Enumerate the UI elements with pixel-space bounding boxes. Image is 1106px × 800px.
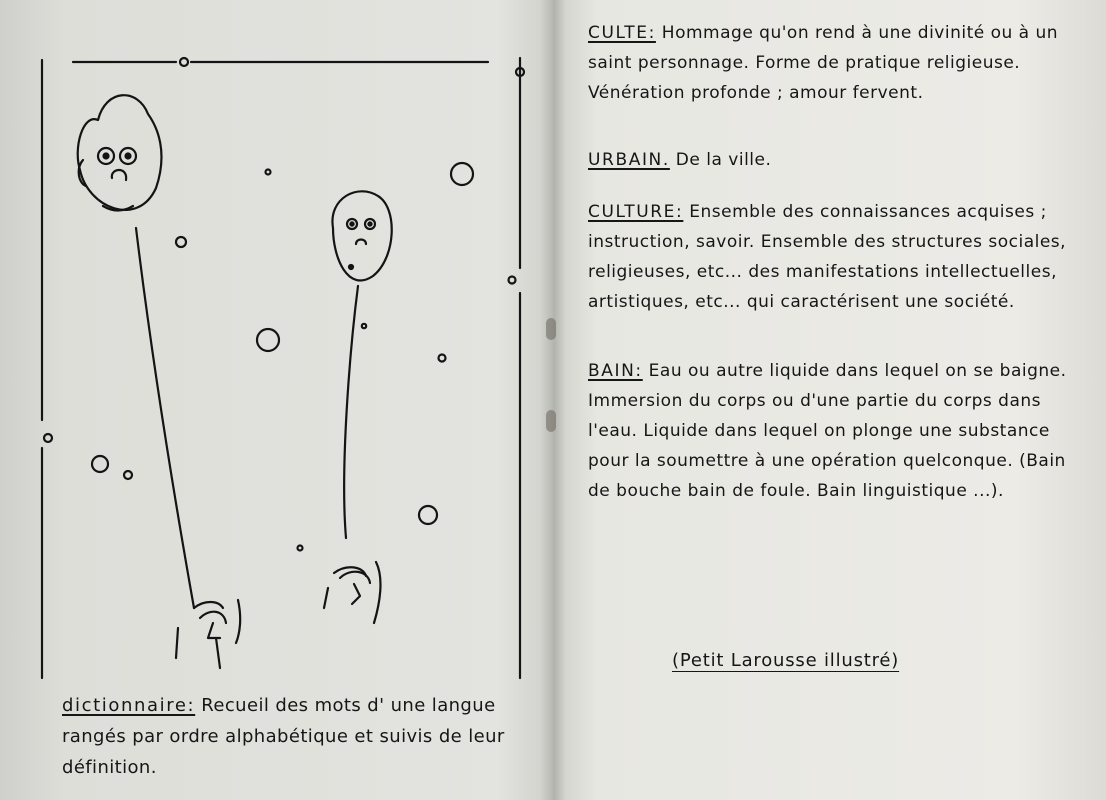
entry-definition: De la ville. (669, 150, 772, 170)
bubbles (92, 163, 473, 551)
dictionnaire-definition (62, 690, 522, 783)
entry-culture (588, 197, 1088, 317)
staple (546, 410, 556, 432)
glossary-entries (588, 18, 1088, 529)
short-stick-figure (324, 191, 392, 623)
entry-urbain (588, 145, 1088, 175)
entry-definition: Eau ou autre liquide dans lequel on se baigne. Immersion du corps ou d'une partie du corps dans l'eau. Liquide dans lequel on plonge une substance pour la soumettre à une opération quelconque. (Bain de bouche bain de foule. Bain linguistique ...). (588, 361, 1067, 501)
entry-bain (588, 356, 1088, 506)
entry-term: CULTE: (588, 23, 656, 43)
dictionnaire-text: Recueil des mots d' une langue rangés par ordre alphabétique et suivis de leur définition. (62, 695, 505, 778)
entry-term: URBAIN. (588, 150, 670, 170)
staple (546, 318, 556, 340)
dictionnaire-term: dictionnaire: (62, 695, 196, 716)
entry-term: BAIN: (588, 361, 643, 381)
source-citation: (Petit Larousse illustré) (672, 650, 900, 671)
tall-stick-figure (78, 95, 240, 668)
entry-culte (588, 18, 1088, 123)
drawing-frame (42, 58, 524, 678)
left-page (0, 0, 545, 800)
entry-term: CULTURE: (588, 202, 684, 222)
right-page (560, 0, 1106, 800)
stick-figures-illustration (28, 48, 528, 688)
entry-definition: Ensemble des connaissances acquises ; instruction, savoir. Ensemble des structures sociales, religieuses, etc... des manifestations intellectuelles, artistiques, etc... qui caractérisent une société. (588, 202, 1067, 312)
entry-definition: Hommage qu'on rend à une divinité ou à un saint personnage. Forme de pratique religieuse. Vénération profonde ; amour fervent. (588, 23, 1059, 103)
